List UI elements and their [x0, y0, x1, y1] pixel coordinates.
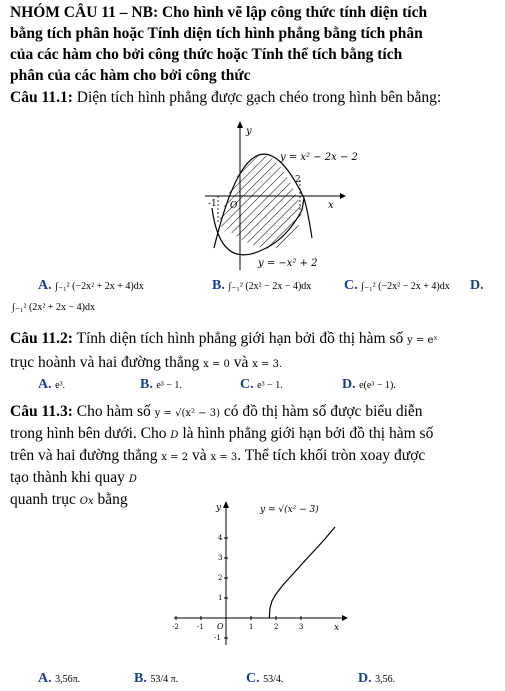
- question-label: Câu 11.1:: [10, 89, 73, 106]
- heading-line-2: bằng tích phân hoặc Tính diện tích hình phẳng bằng tích phân: [10, 25, 423, 42]
- option-label: A.: [38, 278, 52, 293]
- figure-sqrt-curve: [172, 500, 352, 650]
- question-text: trong hình bên dưới. Cho: [10, 425, 167, 442]
- x-axis-arrow: [340, 193, 346, 199]
- option-expr: e³ − 1.: [156, 380, 182, 391]
- option-b[interactable]: [212, 277, 311, 296]
- option-label: B.: [134, 671, 147, 686]
- option-d-expr-line: [12, 298, 95, 317]
- option-label: A.: [38, 377, 52, 392]
- option-expr: e³.: [55, 380, 66, 391]
- option-a[interactable]: [38, 670, 80, 689]
- question-line-1: [10, 329, 500, 351]
- option-a[interactable]: [38, 277, 144, 296]
- option-label: A.: [38, 671, 52, 686]
- option-expr: e(e³ − 1).: [359, 380, 396, 391]
- heading-line-3: của các hàm cho bởi công thức hoặc Tính thể tích bằng tích: [10, 46, 403, 63]
- y-axis-arrow: [237, 121, 243, 128]
- section-heading: [10, 2, 500, 86]
- option-expr: 3,56.: [375, 674, 396, 685]
- question-text: trục hoành và hai đường thẳng: [10, 354, 200, 371]
- conjunction: và: [191, 447, 207, 464]
- curve2-label: y = −x² + 2: [258, 258, 318, 269]
- question-text: trên và hai đường thẳng: [10, 447, 158, 464]
- question-text: là hình phẳng giới hạn bởi đồ thị hàm số: [182, 425, 434, 442]
- question-label: Câu 11.2:: [10, 330, 73, 347]
- option-b[interactable]: [140, 376, 182, 395]
- option-c[interactable]: [344, 277, 450, 296]
- line-expr-x3: x = 3.: [252, 359, 283, 370]
- option-label: C.: [240, 377, 254, 392]
- origin-label: O: [217, 622, 224, 631]
- question-text: . Thể tích khối tròn xoay được: [237, 447, 426, 464]
- option-label: C.: [246, 671, 260, 686]
- function-expr: y = eˣ: [407, 335, 438, 346]
- question-11-1: [10, 88, 500, 108]
- y-axis-label: y: [246, 126, 252, 137]
- tick-label-x: 3: [299, 623, 304, 631]
- question-text: bằng: [97, 491, 128, 508]
- option-label: D.: [470, 278, 484, 293]
- question-line-1: [10, 402, 500, 424]
- option-expr: ∫₋₁² (−2x² + 2x + 4)dx: [55, 281, 144, 292]
- curve-label: y = √(x² − 3): [260, 505, 319, 515]
- option-b[interactable]: [134, 670, 178, 689]
- question-text: Tính diện tích hình phẳng giới hạn bởi đồ thị hàm số: [76, 330, 404, 347]
- option-c[interactable]: [240, 376, 283, 395]
- x-axis-arrow: [342, 615, 348, 621]
- question-line-2: [10, 424, 500, 446]
- question-text: Cho hàm số: [76, 403, 151, 420]
- tick-label-x: -1: [197, 623, 204, 631]
- option-d[interactable]: [358, 670, 395, 689]
- region-symbol: D: [170, 430, 179, 441]
- tick-label-x: -2: [172, 623, 179, 631]
- conjunction: và: [233, 354, 249, 371]
- option-expr: e³ − 1.: [257, 380, 283, 391]
- question-line-2: [10, 353, 500, 375]
- option-expr: ∫₋₁² (2x² + 2x − 4)dx: [12, 302, 95, 313]
- line-expr-x3: x = 3: [210, 452, 238, 463]
- line-expr-x2: x = 2: [161, 452, 189, 463]
- sqrt-curve: [269, 527, 335, 618]
- option-expr: 3,56π.: [55, 674, 81, 685]
- option-expr: ∫₋₁² (−2x² − 2x + 4)dx: [361, 281, 450, 292]
- option-d[interactable]: [470, 277, 484, 295]
- origin-label: O: [230, 201, 238, 211]
- curve1-label: y = x² − 2x − 2: [280, 152, 358, 163]
- option-label: D.: [358, 671, 372, 686]
- tick-label-y: 3: [218, 554, 223, 562]
- option-label: D.: [342, 377, 356, 392]
- question-text: quanh trục: [10, 491, 76, 508]
- question-text: có đồ thị hàm số được biểu diễn: [223, 403, 423, 420]
- option-a[interactable]: [38, 376, 65, 395]
- question-11-3: [10, 402, 500, 512]
- option-expr: 53/4 π.: [150, 674, 179, 685]
- question-line-4: [10, 468, 500, 490]
- line-expr-x0: x = 0: [203, 359, 230, 370]
- option-expr: 53/4.: [263, 674, 284, 685]
- question-text: Diện tích hình phẳng được gạch chéo trong hình bên bằng:: [76, 89, 442, 106]
- option-label: B.: [212, 278, 225, 293]
- tick-label-y: -1: [214, 634, 221, 642]
- option-expr: ∫₋₁² (2x² − 2x − 4)dx: [228, 281, 312, 292]
- option-d[interactable]: [342, 376, 396, 395]
- tick-label-y: 2: [218, 574, 223, 582]
- function-expr: y = √(x² − 3): [154, 408, 220, 419]
- option-label: C.: [344, 278, 358, 293]
- question-line-3: [10, 446, 500, 468]
- tick-label-2: 2: [295, 175, 301, 185]
- question-11-2: [10, 329, 500, 375]
- tick-label-y: 1: [218, 594, 223, 602]
- tick-label-neg1: -1: [208, 199, 217, 209]
- option-label: B.: [140, 377, 153, 392]
- option-c[interactable]: [246, 670, 283, 689]
- figure-parabolas: [200, 120, 480, 272]
- tick-label-y: 4: [218, 534, 223, 542]
- axis-symbol: Ox: [79, 496, 94, 507]
- region-symbol: D: [128, 474, 137, 485]
- x-axis-label: x: [334, 623, 340, 633]
- question-text: tạo thành khi quay: [10, 469, 125, 486]
- y-axis-label: y: [216, 503, 222, 513]
- heading-line-1: NHÓM CÂU 11 – NB: Cho hình vẽ lập công thức tính diện tích: [10, 4, 428, 21]
- y-axis-arrow: [223, 501, 229, 508]
- question-label: Câu 11.3:: [10, 403, 73, 420]
- x-axis-label: x: [328, 200, 334, 211]
- tick-label-x: 1: [249, 623, 254, 631]
- tick-label-x: 2: [274, 623, 279, 631]
- heading-line-4: phân của các hàm cho bởi công thức: [10, 67, 251, 84]
